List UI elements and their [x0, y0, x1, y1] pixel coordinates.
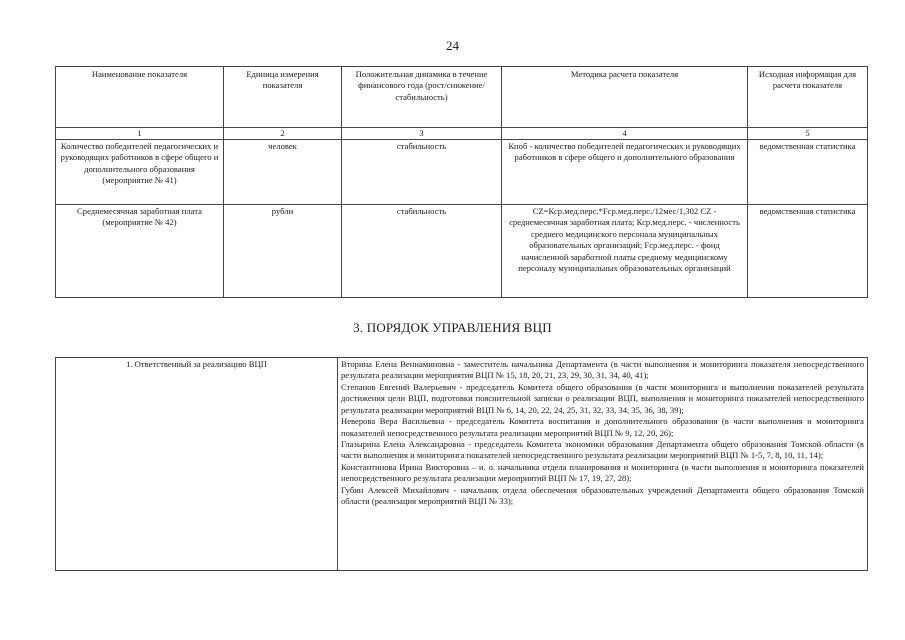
column-number: 3: [342, 128, 502, 140]
section-title: 3. ПОРЯДОК УПРАВЛЕНИЯ ВЦП: [353, 320, 552, 335]
management-table: [55, 357, 868, 571]
column-number: 4: [502, 128, 748, 140]
dynamics-cell: стабильность: [342, 140, 502, 205]
method-cell: CZ=Кср.мед.перс.*Fср.мед.перс./12мес/1,302 CZ - среднемесячная заработная плата; Кср.мед.перс. - численность среднего медицинского персонала муниципальных образовательных организаций; Fср.мед.перс. - фонд начисленной заработной платы среднему медицинскому персоналу муниципальных образовательных организаций: [502, 205, 748, 298]
header-dynamics: Положительная динамика в течение финансового года (рост/снижение/стабильность): [342, 67, 502, 128]
source-cell: ведомственная статистика: [748, 140, 868, 205]
list-item: Неверова Вера Васильевна - председатель Комитета воспитания и дополнительного образования (в части выполнения и мониторинга показателей непосредственного результата реализации мероприятий ВЦП № 9, 12, 20, 26);: [341, 416, 864, 438]
table-row: [56, 140, 868, 205]
column-number: 2: [224, 128, 342, 140]
header-unit: Единица измерения показателя: [224, 67, 342, 128]
responsible-list: [338, 358, 868, 571]
column-number: 1: [56, 128, 224, 140]
indicator-name-cell: Среднемесячная заработная плата (мероприятие № 42): [56, 205, 224, 298]
indicator-name-cell: Количество победителей педагогических и руководящих работников в сфере общего и дополнительного образования (мероприятие № 41): [56, 140, 224, 205]
header-indicator-name: Наименование показателя: [56, 67, 224, 128]
column-number-row: [56, 128, 868, 140]
list-item: Губин Алексей Михайлович - начальник отдела обеспечения образовательных учреждений Департамента общего образования Томской области (реализация мероприятий ВЦП № 33);: [341, 484, 864, 507]
list-item: Вторина Елена Вениаминовна - заместитель начальника Департамента (в части выполнения и мониторинга показателя непосредственного результата реализации мероприятия ВЦП № 15, 18, 20, 21, 23, 29, 30, 31, 34, 40, 41);: [341, 359, 864, 381]
page-number: 24: [446, 38, 459, 53]
list-item: Степанов Евгений Валерьевич - председатель Комитета общего образования (в части мониторинга и выполнения показателей результата достижения цели ВЦП, подготовки пояснительной записки о реализации ВЦП, выполнения и мониторинга показателей непосредственного результата реализации мероприятий ВЦП № 6, 14, 20, 22, 24, 25, 31, 32, 33, 34, 35, 36, 38, 39);: [341, 381, 864, 415]
unit-cell: человек: [224, 140, 342, 205]
list-item: Константинова Ирина Викторовна – и. о. начальника отдела планирования и мониторинга (в части выполнения и мониторинга показателей непосредственного результата реализации мероприятий ВЦП № 17, 19, 27, 28);: [341, 461, 864, 484]
table-row: [56, 358, 868, 571]
table-row: [56, 205, 868, 298]
header-method: Методика расчета показателя: [502, 67, 748, 128]
header-source: Исходная информация для расчета показателя: [748, 67, 868, 128]
column-number: 5: [748, 128, 868, 140]
responsible-label: 1. Ответственный за реализацию ВЦП: [56, 358, 338, 571]
indicator-table: [55, 66, 868, 298]
dynamics-cell: стабильность: [342, 205, 502, 298]
table-header-row: [56, 67, 868, 128]
method-cell: Кпоб - количество победителей педагогических и руководящих работников в сфере общего и дополнительного образования: [502, 140, 748, 205]
source-cell: ведомственная статистика: [748, 205, 868, 298]
list-item: Глазырина Елена Александровна - председатель Комитета экономики образования Департамента общего образования Томской области (в части выполнения и мониторинга показателей непосредственного результата реализации мероприятий ВЦП № 1-5, 7, 8, 10, 11, 14);: [341, 438, 864, 461]
unit-cell: рубли: [224, 205, 342, 298]
